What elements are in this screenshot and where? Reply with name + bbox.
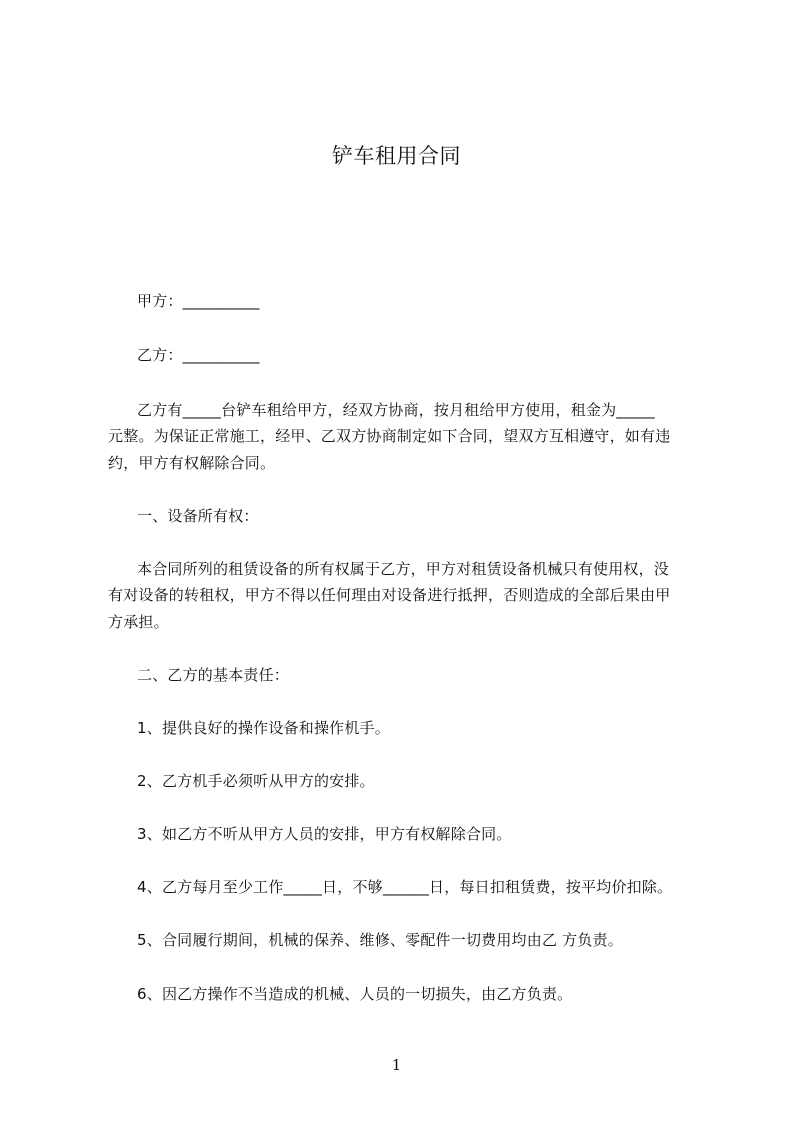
section-heading-ownership: 一、设备所有权：: [137, 507, 259, 525]
party-a-line: 甲方：__________: [137, 292, 260, 310]
ownership-line-1: 本合同所列的租赁设备的所有权属于乙方，甲方对租赁设备机械只有使用权，没: [137, 560, 670, 578]
responsibility-item-5: 5、合同履行期间，机械的保养、维修、零配件一切费用均由乙 方负责。: [137, 931, 623, 949]
responsibility-item-6: 6、因乙方操作不当造成的机械、人员的一切损失，由乙方负责。: [137, 985, 573, 1003]
intro-line-3: 约，甲方有权解除合同。: [108, 454, 276, 472]
responsibility-item-3: 3、如乙方不听从甲方人员的安排，甲方有权解除合同。: [137, 825, 512, 843]
page-number: 1: [391, 1056, 402, 1074]
party-b-line: 乙方：__________: [137, 346, 260, 364]
intro-line-1: 乙方有_____台铲车租给甲方，经双方协商，按月租给甲方使用，租金为_____: [137, 401, 655, 419]
responsibility-item-2: 2、乙方机手必须听从甲方的安排。: [137, 772, 375, 790]
page-title: 铲车租用合同: [332, 144, 461, 168]
ownership-line-3: 方承担。: [108, 613, 169, 631]
section-heading-responsibilities: 二、乙方的基本责任：: [137, 666, 290, 684]
responsibility-item-1: 1、提供良好的操作设备和操作机手。: [137, 719, 390, 737]
responsibility-item-4: 4、乙方每月至少工作_____日，不够______日，每日扣租赁费，按平均价扣除。: [137, 878, 673, 896]
intro-line-2: 元整。为保证正常施工，经甲、乙双方协商制定如下合同，望双方互相遵守，如有违: [108, 427, 671, 445]
ownership-line-2: 有对设备的转租权，甲方不得以任何理由对设备进行抵押，否则造成的全部后果由甲: [108, 586, 671, 604]
